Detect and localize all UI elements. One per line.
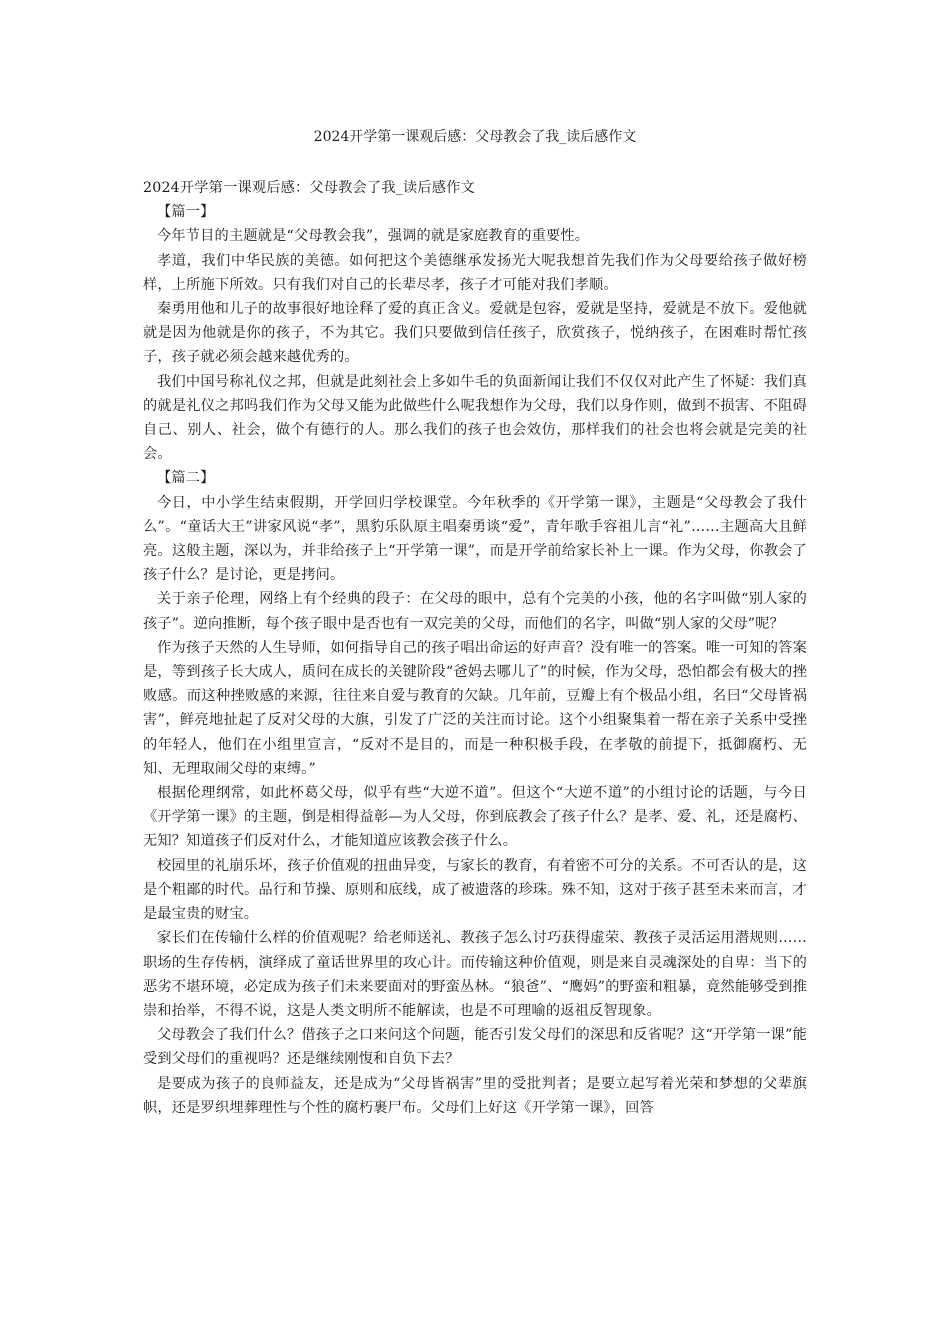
document-page	[143, 0, 807, 1344]
section-heading-2: 【篇二】	[157, 470, 215, 487]
paragraph: 关于亲子伦理，网络上有个经典的段子：在父母的眼中，总有个完美的小孩，他的名字叫做“别人家的孩子”。逆向推断，每个孩子眼中是否也有一双完美的父母，而他们的名字，叫做“别人家的父母”呢？	[143, 591, 807, 632]
paragraph: 父母教会了我们什么？借孩子之口来问这个问题，能否引发父母们的深思和反省呢？这“开学第一课”能受到父母们的重视吗？还是继续刚愎和自负下去？	[143, 1027, 807, 1068]
paragraph: 校园里的礼崩乐坏，孩子价值观的扭曲异变，与家长的教育，有着密不可分的关系。不可否认的是，这是个粗鄙的时代。品行和节操、原则和底线，成了被遗落的珍珠。殊不知，这对于孩子甚至未来而言，才是最宝贵的财宝。	[143, 857, 807, 923]
paragraph: 是要成为孩子的良师益友，还是成为“父母皆祸害”里的受批判者；是要立起写着光荣和梦想的父辈旗帜，还是罗织埋葬理性与个性的腐朽裹尸布。父母们上好这《开学第一课》，回答	[143, 1075, 807, 1116]
paragraph: 孝道，我们中华民族的美德。如何把这个美德继承发扬光大呢我想首先我们作为父母要给孩子做好榜样，上所施下所效。只有我们对自己的长辈尽孝，孩子才可能对我们孝顺。	[143, 252, 807, 293]
document-subtitle: 2024开学第一课观后感：父母教会了我_读后感作文	[143, 180, 475, 196]
paragraph: 今年节目的主题就是“父母教会我”，强调的就是家庭教育的重要性。	[157, 228, 590, 245]
paragraph: 作为孩子天然的人生导师，如何指导自己的孩子唱出命运的好声音？没有唯一的答案。唯一可知的答案是，等到孩子长大成人，质问在成长的关键阶段“爸妈去哪儿了”的时候，作为父母，恐怕都会有极大的挫败感。而这种挫败感的来源，往往来自爱与教育的欠缺。几年前，豆瓣上有个极品小组，名曰“父母皆祸害”，鲜亮地扯起了反对父母的大旗，引发了广泛的关注而讨论。这个小组聚集着一帮在亲子关系中受挫的年轻人，他们在小组里宣言，“反对不是目的，而是一种积极手段，在孝敬的前提下，抵御腐朽、无知、无理取闹父母的束缚。”	[143, 639, 807, 777]
paragraph: 家长们在传输什么样的价值观呢？给老师送礼、教孩子怎么讨巧获得虚荣、教孩子灵活运用潜规则……职场的生存传柄，演绎成了童话世界里的攻心计。而传输这种价值观，则是来自灵魂深处的自卑：当下的恶劣不堪环境，必定成为孩子们未来要面对的野蛮丛林。“狼爸”、“鹰妈”的野蛮和粗暴，竟然能够受到推崇和抬举，不得不说，这是人类文明所不能解读，也是不可理喻的返祖反智现象。	[143, 930, 807, 1019]
paragraph: 今日，中小学生结束假期，开学回归学校课堂。今年秋季的《开学第一课》，主题是“父母教会了我什么”。“童话大王”讲家风说“孝”，黑豹乐队原主唱秦勇谈“爱”，青年歌手容祖儿言“礼”……主题高大且鲜亮。这般主题，深以为，并非给孩子上“开学第一课”，而是开学前给家长补上一课。作为父母，你教会了孩子什么？是讨论，更是拷问。	[143, 494, 807, 584]
section-heading-1: 【篇一】	[157, 204, 215, 221]
paragraph: 根据伦理纲常，如此杯葛父母，似乎有些“大逆不道”。但这个“大逆不道”的小组讨论的话题，与今日《开学第一课》的主题，倒是相得益彰—为人父母，你到底教会了孩子什么？是孝、爱、礼，还是腐朽、无知？知道孩子们反对什么，才能知道应该教会孩子什么。	[143, 785, 807, 850]
paragraph: 我们中国号称礼仪之邦，但就是此刻社会上多如牛毛的负面新闻让我们不仅仅对此产生了怀疑：我们真的就是礼仪之邦吗我们作为父母又能为此做些什么呢我想作为父母，我们以身作则，做到不损害、不阻碍自己、别人、社会，做个有德行的人。那么我们的孩子也会效仿，那样我们的社会也将会就是完美的社会。	[143, 373, 807, 463]
paragraph: 秦勇用他和儿子的故事很好地诠释了爱的真正含义。爱就是包容，爱就是坚持，爱就是不放下。爱他就就是因为他就是你的孩子，不为其它。我们只要做到信任孩子，欣赏孩子，悦纳孩子，在困难时帮忙孩子，孩子就必须会越来越优秀的。	[143, 301, 807, 366]
document-body	[143, 176, 807, 1120]
document-title: 2024开学第一课观后感：父母教会了我_读后感作文	[313, 129, 637, 145]
